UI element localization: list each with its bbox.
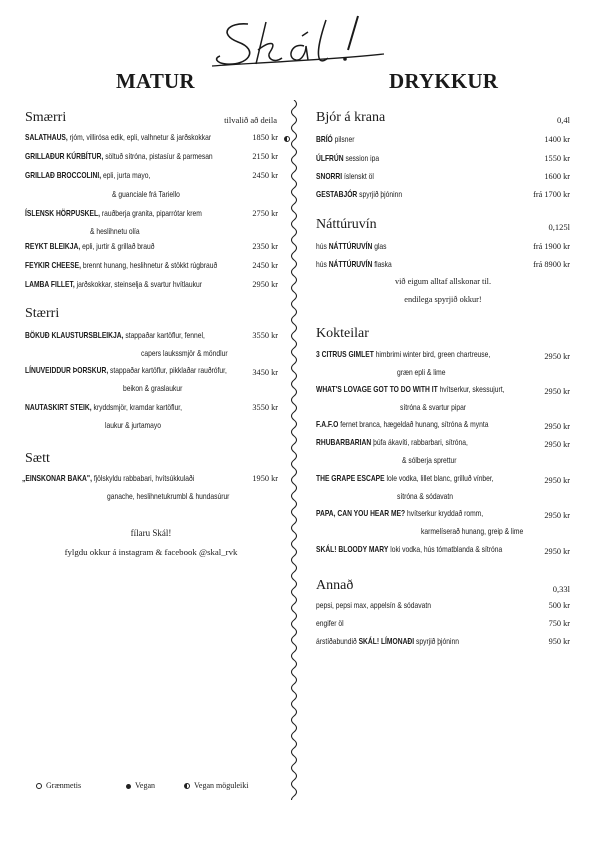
nattur-size: 0,125l	[548, 222, 570, 232]
drink-item-line	[316, 637, 459, 646]
drink-item-price: 2950 kr	[544, 352, 570, 361]
section-nattur-title: Náttúruvín	[316, 217, 377, 232]
drink-item-desc: íslenskt öl	[343, 172, 374, 181]
drink-item-price: 2950 kr	[544, 511, 570, 520]
menu-item-name: „EINSKONAR BAKA",	[22, 474, 92, 483]
vegan-option-icon	[284, 136, 290, 142]
menu-item-name: REYKT BLEIKJA,	[25, 242, 81, 251]
drink-item-name: RHUBARBARIAN	[316, 438, 372, 447]
drink-item-price: 2950 kr	[544, 422, 570, 431]
drink-item-name: NÁTTÚRUVÍN	[328, 260, 373, 269]
drink-item-prefix: hús	[316, 260, 327, 269]
menu-item-name: ÍSLENSK HÖRPUSKEL,	[25, 209, 100, 218]
section-kokteilar-title: Kokteilar	[316, 326, 369, 341]
menu-item-price: 2950 kr	[252, 280, 278, 289]
menu-item-price: 1950 kr	[252, 474, 278, 483]
drink-item-desc: spyrjið þjóninn	[359, 190, 403, 199]
drink-item-desc: pilsner	[334, 135, 355, 144]
menu-item-desc: söltuð sítróna, pistasíur & parmesan	[105, 152, 213, 161]
drink-item-desc: fernet branca, hægeldað hunang, sítróna & mynta	[340, 420, 489, 429]
drink-item-name: ÚLFRÚN	[316, 154, 344, 163]
drink-item-line	[316, 190, 402, 199]
skal-logo	[208, 14, 386, 80]
drink-item-line	[316, 438, 468, 447]
drink-item-line	[316, 509, 483, 518]
menu-item-desc-cont: & guanciale frá Tariello	[112, 190, 180, 199]
drink-item-name: PAPA, CAN YOU HEAR ME?	[316, 509, 406, 518]
menu-item-desc: rauðberja granita, piparrótar krem	[101, 209, 202, 218]
menu-item-desc: epli, jurtir & grillað brauð	[82, 242, 155, 251]
menu-item-line	[25, 209, 202, 218]
menu-item-price: 1850 kr	[252, 133, 278, 142]
drink-item-price: 1400 kr	[544, 135, 570, 144]
drink-item-desc-cont: sítróna & sódavatn	[397, 492, 453, 501]
footer-line2: fylgdu okkur á instagram & facebook @skal_rvk	[64, 547, 238, 557]
drink-item-desc-cont: karmelíserað hunang, greip & lime	[421, 527, 524, 536]
menu-item-desc: epli, jurta mayo,	[102, 171, 151, 180]
bjor-size: 0,4l	[557, 115, 570, 125]
menu-item-price: 2150 kr	[252, 152, 278, 161]
menu-item-desc-cont: & heslihnetu olía	[90, 227, 140, 236]
drink-item-prefix: árstíðabundið	[316, 637, 357, 646]
menu-item-name: LAMBA FILLET,	[25, 280, 75, 289]
drink-item-name: NÁTTÚRUVÍN	[328, 242, 373, 251]
drink-item-desc: session ipa	[345, 154, 380, 163]
menu-item-line	[25, 152, 213, 161]
drink-item-line	[316, 135, 354, 144]
menu-item-line	[25, 242, 154, 251]
menu-item-line	[25, 280, 202, 289]
drink-item-desc: pepsi, pepsi max, appelsín & sódavatn	[316, 601, 431, 610]
drink-item-price: 2950 kr	[544, 547, 570, 556]
menu-item-price: 3450 kr	[252, 368, 278, 377]
drink-item-line	[316, 242, 387, 251]
menu-item-line	[22, 474, 194, 483]
menu-item-desc: stappaðar kartöflur, fennel,	[125, 331, 205, 340]
annad-size: 0,33l	[552, 584, 570, 594]
menu-item-line	[25, 403, 182, 412]
menu-item-desc: fjölskyldu rabbabari, hvítsúkkulaði	[93, 474, 195, 483]
drink-item-price: frá 1900 kr	[533, 242, 570, 251]
section-bjor-title: Bjór á krana	[316, 110, 386, 125]
drink-item-name: SKÁL! BLOODY MARY	[316, 545, 389, 554]
vegetarian-icon	[36, 783, 42, 789]
menu-item-name: NAUTASKIRT STEIK,	[25, 403, 92, 412]
menu-item-line	[25, 331, 205, 340]
drink-item-desc: glas	[374, 242, 387, 251]
drink-item-price: 2950 kr	[544, 387, 570, 396]
drink-item-price: 750 kr	[548, 619, 570, 628]
drink-item-name: BRÍÓ	[316, 135, 333, 144]
drink-item-price: 1600 kr	[544, 172, 570, 181]
drink-item-desc: engifer öl	[316, 619, 344, 628]
drink-item-price: 2950 kr	[544, 440, 570, 449]
drink-item-line	[316, 420, 488, 429]
drink-item-desc: lole vodka, lillet blanc, grilluð vínber,	[386, 474, 494, 483]
drink-item-price: 1550 kr	[544, 154, 570, 163]
drink-item-price: 950 kr	[548, 637, 570, 646]
drink-item-name: SNORRI	[316, 172, 343, 181]
drink-item-desc-cont: & sólberja sprettur	[402, 456, 457, 465]
menu-item-desc-cont: ganache, heslihnetukrumbl & hundasúrur	[107, 492, 230, 501]
column-divider	[288, 100, 300, 800]
drink-item-desc: flaska	[374, 260, 392, 269]
section-saett-title: Sætt	[25, 451, 50, 466]
menu-item-price: 2450 kr	[252, 171, 278, 180]
legend-vegetarian: Grænmetis	[36, 781, 81, 790]
drink-item-line	[316, 260, 392, 269]
drink-item-prefix: hús	[316, 242, 327, 251]
drink-item-desc: hvítserkur kryddað romm,	[407, 509, 484, 518]
drink-item-desc: himbrimi winter bird, green chartreuse,	[375, 350, 491, 359]
nattur-note1: við eigum alltaf allskonar til.	[394, 277, 492, 286]
menu-item-name: FEYKIR CHEESE,	[25, 261, 81, 270]
drink-item-name: F.A.F.O	[316, 420, 339, 429]
nattur-note2: endilega spyrjið okkur!	[404, 295, 482, 304]
menu-item-desc: stappaðar kartöflur, pikklaðar rauðrófur,	[110, 366, 227, 375]
drink-item-name: GESTABJÓR	[316, 190, 358, 199]
drink-item-name: THE GRAPE ESCAPE	[316, 474, 385, 483]
drink-item-name: 3 CITRUS GIMLET	[316, 350, 374, 359]
drink-item-desc: spyrjið þjóninn	[416, 637, 459, 646]
drink-item-line	[316, 545, 502, 554]
menu-item-price: 2450 kr	[252, 261, 278, 270]
drink-item-desc: þúfa ákavíti, rabbarbari, sítróna,	[373, 438, 468, 447]
vegan-icon	[126, 784, 131, 789]
menu-item-line	[25, 261, 217, 270]
drink-item-desc: hvítserkur, skessujurt,	[439, 385, 505, 394]
menu-item-price: 2750 kr	[252, 209, 278, 218]
drink-item-line	[316, 172, 374, 181]
menu-item-line	[25, 171, 150, 180]
drink-item-line	[316, 474, 494, 483]
menu-item-name: GRILLAÐ BROCCOLINI,	[25, 171, 102, 180]
menu-item-name: SALATHAUS,	[25, 133, 68, 142]
drink-item-price: 500 kr	[548, 601, 570, 610]
menu-item-desc-cont: laukur & jurtamayo	[105, 421, 161, 430]
drink-item-name: WHAT'S LOVAGE GOT TO DO WITH IT	[316, 385, 438, 394]
menu-item-price: 3550 kr	[252, 403, 278, 412]
left-title: MATUR	[116, 69, 195, 93]
footer-line1: fílaru Skál!	[130, 528, 172, 538]
menu-item-desc-cont: capers laukssmjör & möndlur	[141, 349, 228, 358]
menu-item-desc: rjóm, villirósa edik, epli, valhnetur & jarðskokkar	[69, 133, 212, 142]
menu-item-desc: brennt hunang, heslihnetur & stökkt rúgbrauð	[82, 261, 218, 270]
drink-item-price: 2950 kr	[544, 476, 570, 485]
menu-item-desc: kryddsmjör, kramdar kartöflur,	[93, 403, 182, 412]
smaerri-note: tilvalið að deila	[224, 115, 277, 125]
right-title: DRYKKUR	[389, 69, 499, 93]
menu-item-desc-cont: beikon & graslaukur	[123, 384, 183, 393]
menu-item-desc: jarðskokkar, steinselja & svartur hvítlaukur	[76, 280, 202, 289]
section-staerri-title: Stærri	[25, 306, 60, 321]
menu-item-line	[25, 133, 211, 142]
drink-item-line	[316, 601, 431, 610]
vegan-option-icon	[184, 783, 190, 789]
section-smaerri-title: Smærri	[25, 110, 67, 125]
drink-item-line	[316, 385, 504, 394]
drink-item-line	[316, 154, 379, 163]
drink-item-name: SKÁL! LÍMONAÐI	[358, 637, 415, 646]
drink-item-desc: loki vodka, hús tómatblanda & sítróna	[390, 545, 503, 554]
menu-item-name: LÍNUVEIDDUR ÞORSKUR,	[25, 366, 109, 375]
menu-item-line	[25, 366, 227, 375]
drink-item-price: frá 1700 kr	[533, 190, 570, 199]
menu-item-price: 3550 kr	[252, 331, 278, 340]
drink-item-desc-cont: græn epli & lime	[397, 368, 446, 377]
legend-vegan-option: Vegan möguleiki	[184, 781, 248, 790]
legend-vegan: Vegan	[126, 781, 155, 790]
section-annad-title: Annað	[316, 578, 354, 593]
menu-item-name: GRILLAÐUR KÚRBÍTUR,	[25, 152, 104, 161]
menu-item-name: BÖKUÐ KLAUSTURSBLEIKJA,	[25, 331, 124, 340]
drink-item-price: frá 8900 kr	[533, 260, 570, 269]
drink-item-line	[316, 350, 490, 359]
drink-item-desc-cont: sítróna & svartur pipar	[400, 403, 467, 412]
drink-item-line	[316, 619, 344, 628]
menu-item-price: 2350 kr	[252, 242, 278, 251]
